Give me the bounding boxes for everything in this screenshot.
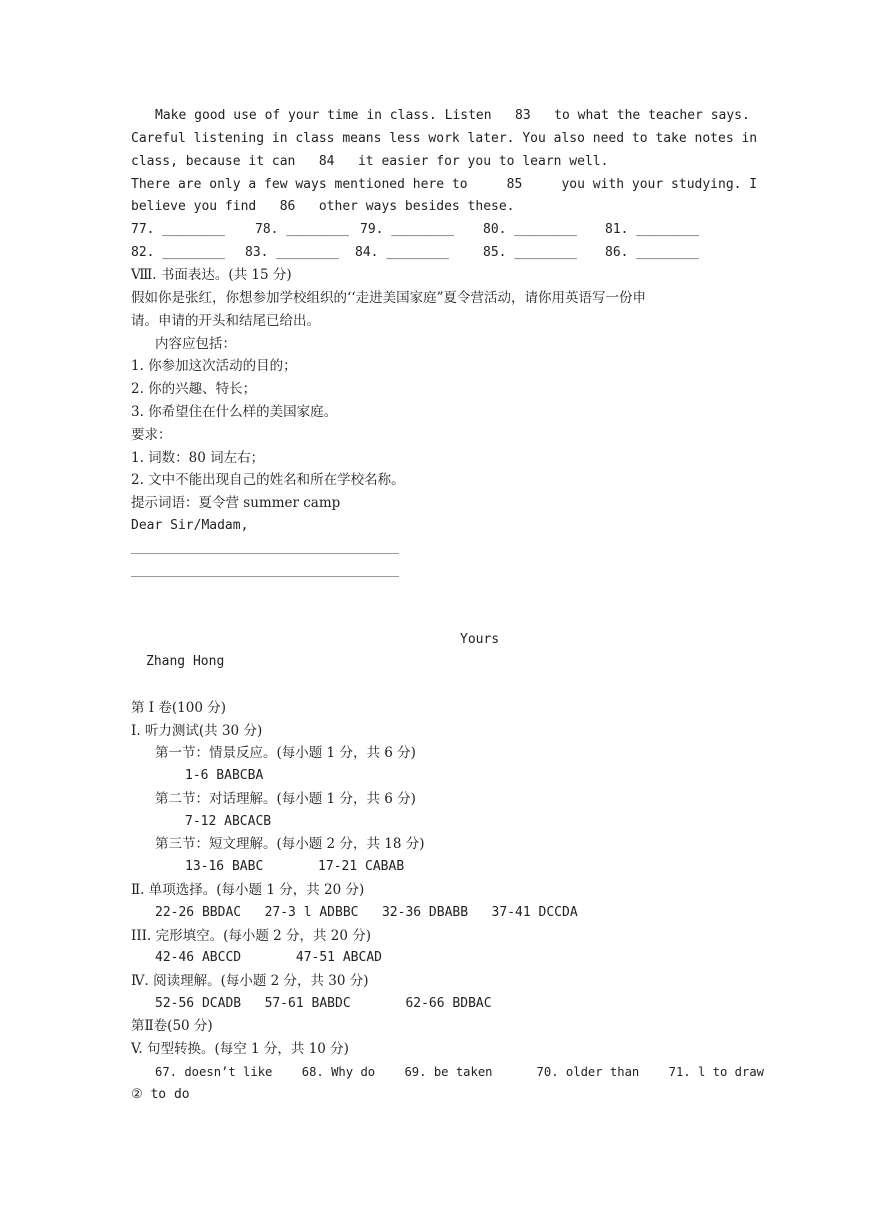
salutation: Dear Sir/Madam, <box>131 518 249 533</box>
answer-blank: 82. ________ <box>131 245 225 260</box>
requirement-item: 2. 文中不能出现自己的姓名和所在学校名称。 <box>131 472 405 488</box>
content-item: 1. 你参加这次活动的目的； <box>131 358 297 374</box>
answer-blank: 83. ________ <box>245 245 339 260</box>
part-heading: 第二节：对话理解。(每小题 1 分，共 6 分) <box>155 791 416 807</box>
answer-line: 52-56 DCADB 57-61 BABDC 62-66 BDBAC <box>155 996 492 1011</box>
answer-blank: 80. ________ <box>483 222 577 237</box>
section-heading: Ⅳ. 阅读理解。(每小题 2 分，共 30 分) <box>131 973 369 989</box>
passage-line: There are only a few ways mentioned here to 85 you with your studying. I <box>131 177 758 192</box>
signature: Zhang Hong <box>146 654 225 669</box>
answer-line: 42-46 ABCCD 47-51 ABCAD <box>155 950 382 965</box>
writing-line <box>131 576 399 577</box>
answer-line: 67. doesn’t like 68. Why do 69. be taken 70. older than 71. l to draw <box>155 1065 765 1079</box>
answer-blank: 86. ________ <box>605 245 699 260</box>
section-heading: Ⅷ. 书面表达。(共 15 分) <box>131 267 292 283</box>
part-heading: 第一节：情景反应。(每小题 1 分，共 6 分) <box>155 745 416 761</box>
answer-blank: 84. ________ <box>355 245 449 260</box>
passage-line: believe you find 86 other ways besides these. <box>131 199 515 214</box>
section-heading: V. 句型转换。(每空 1 分，共 10 分) <box>131 1041 349 1057</box>
content-item: 3. 你希望住在什么样的美国家庭。 <box>131 404 338 420</box>
answer-blank: 79. ________ <box>360 222 454 237</box>
hint-line: 提示词语：夏令营 summer camp <box>131 495 341 511</box>
prompt-line: 请。申请的开头和结尾已给出。 <box>131 313 320 329</box>
content-title: 内容应包括： <box>155 336 236 352</box>
answer-blank: 85. ________ <box>483 245 577 260</box>
answer-line: 7-12 ABCACB <box>185 814 272 829</box>
requirement-item: 1. 词数：80 词左右； <box>131 450 265 466</box>
answer-line: ② to do <box>131 1087 190 1102</box>
passage-line: Careful listening in class means less work later. You also need to take notes in <box>131 131 758 146</box>
answer-blank: 78. ________ <box>255 222 349 237</box>
volume-heading: 第Ⅱ卷(50 分) <box>131 1018 213 1034</box>
volume-heading: 第 I 卷(100 分) <box>131 700 227 716</box>
passage-line: class, because it can 84 it easier for you to learn well. <box>131 154 609 169</box>
requirements-title: 要求： <box>131 427 172 443</box>
answer-line: 1-6 BABCBA <box>185 768 264 783</box>
writing-line <box>131 553 399 554</box>
content-item: 2. 你的兴趣、特长； <box>131 381 257 397</box>
answer-blank: 77. ________ <box>131 222 225 237</box>
part-heading: 第三节：短文理解。(每小题 2 分，共 18 分) <box>155 836 425 852</box>
section-heading: Ⅱ. 单项选择。(每小题 1 分，共 20 分) <box>131 882 365 898</box>
prompt-line: 假如你是张红，你想参加学校组织的‘‘走进美国家庭”夏令营活动，请你用英语写一份申 <box>131 290 646 306</box>
answer-line: 22-26 BBDAC 27-3 l ADBBC 32-36 DBABB 37-41 DCCDA <box>155 905 578 920</box>
section-heading: I. 听力测试(共 30 分) <box>131 723 263 739</box>
passage-line: Make good use of your time in class. Listen 83 to what the teacher says. <box>155 108 750 123</box>
answer-line: 13-16 BABC 17-21 CABAB <box>185 859 405 874</box>
section-heading: III. 完形填空。(每小题 2 分，共 20 分) <box>131 928 372 944</box>
closing: Yours <box>460 632 500 647</box>
answer-blank: 81. ________ <box>605 222 699 237</box>
